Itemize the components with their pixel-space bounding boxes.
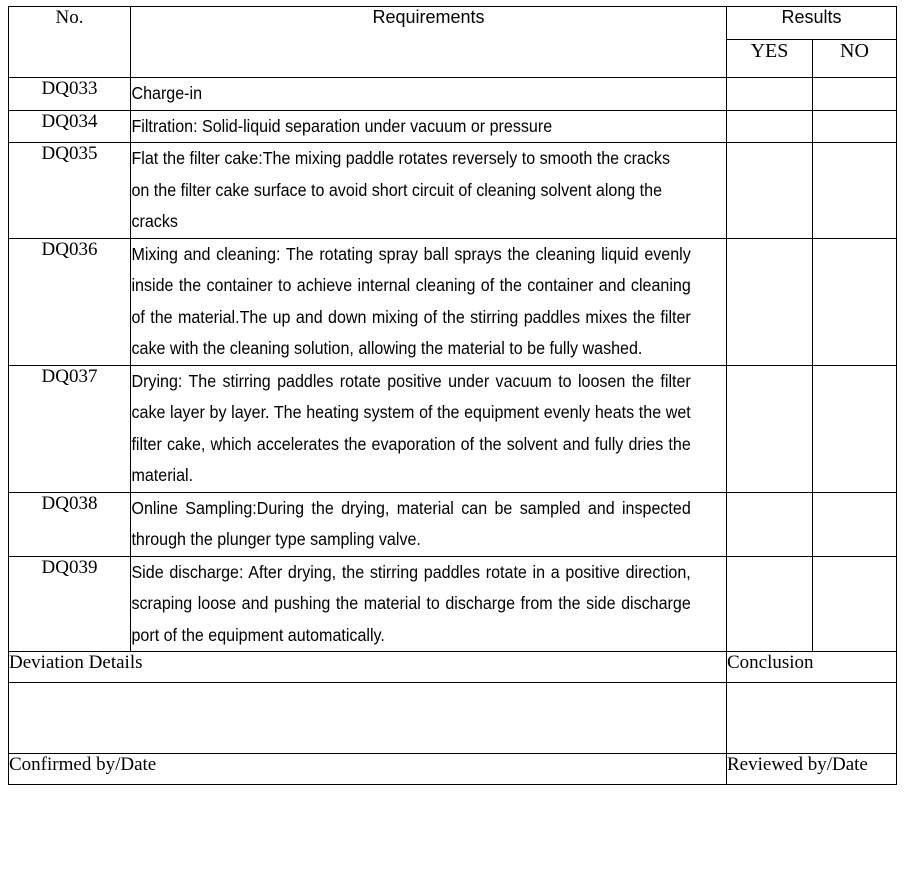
row-number-cell: DQ033 bbox=[9, 78, 131, 111]
requirement-cell: Online Sampling:During the drying, material can be sampled and inspected through the plunger type sampling valve. bbox=[131, 492, 691, 556]
table-row bbox=[9, 143, 897, 239]
result-yes-cell[interactable] bbox=[727, 492, 813, 556]
result-no-cell[interactable] bbox=[813, 365, 897, 492]
result-no-cell[interactable] bbox=[813, 143, 897, 239]
footer-signature-row bbox=[9, 754, 897, 785]
requirement-cell: Drying: The stirring paddles rotate positive under vacuum to loosen the filter cake layer by layer. The heating system of the equipment evenly heats the wet filter cake, which accelerates the evaporation of the solvent and fully dries the material. bbox=[131, 365, 691, 492]
header-result-yes: YES bbox=[727, 40, 813, 78]
deviation-details-label: Deviation Details bbox=[9, 652, 727, 683]
row-number-cell: DQ039 bbox=[9, 556, 131, 652]
conclusion-value[interactable] bbox=[727, 683, 897, 754]
deviation-details-value[interactable] bbox=[9, 683, 727, 754]
result-yes-cell[interactable] bbox=[727, 78, 813, 111]
requirement-cell: Filtration: Solid-liquid separation under vacuum or pressure bbox=[131, 110, 691, 143]
row-number-cell: DQ038 bbox=[9, 492, 131, 556]
confirmed-by-label: Confirmed by/Date bbox=[9, 754, 727, 785]
row-number-cell: DQ036 bbox=[9, 238, 131, 365]
row-number-cell: DQ037 bbox=[9, 365, 131, 492]
table-row bbox=[9, 238, 897, 365]
result-no-cell[interactable] bbox=[813, 238, 897, 365]
result-yes-cell[interactable] bbox=[727, 143, 813, 239]
requirement-cell: Flat the filter cake:The mixing paddle rotates reversely to smooth the cracks on the filter cake surface to avoid short circuit of cleaning solvent along the cracks bbox=[131, 143, 691, 239]
requirement-cell: Charge-in bbox=[131, 78, 691, 111]
requirement-cell: Side discharge: After drying, the stirring paddles rotate in a positive direction, scraping loose and pushing the material to discharge from the side discharge port of the equipment automatically. bbox=[131, 556, 691, 652]
row-number-cell: DQ034 bbox=[9, 110, 131, 143]
table-row bbox=[9, 110, 897, 143]
result-no-cell[interactable] bbox=[813, 556, 897, 652]
result-no-cell[interactable] bbox=[813, 492, 897, 556]
footer-header-row bbox=[9, 652, 897, 683]
table-header-row-1 bbox=[9, 7, 897, 40]
header-results: Results bbox=[727, 7, 897, 40]
row-number-cell: DQ035 bbox=[9, 143, 131, 239]
conclusion-label: Conclusion bbox=[727, 652, 897, 683]
result-yes-cell[interactable] bbox=[727, 238, 813, 365]
result-yes-cell[interactable] bbox=[727, 110, 813, 143]
header-requirements: Requirements bbox=[131, 7, 727, 78]
table-row bbox=[9, 78, 897, 111]
header-result-no: NO bbox=[813, 40, 897, 78]
qualification-requirements-table bbox=[8, 6, 897, 785]
table-row bbox=[9, 556, 897, 652]
requirement-cell: Mixing and cleaning: The rotating spray ball sprays the cleaning liquid evenly inside the container to achieve internal cleaning of the container and cleaning of the material.The up and down mixing of the stirring paddles mixes the filter cake with the cleaning solution, allowing the material to be fully washed. bbox=[131, 238, 691, 365]
footer-value-row bbox=[9, 683, 897, 754]
table-row bbox=[9, 492, 897, 556]
reviewed-by-label: Reviewed by/Date bbox=[727, 754, 897, 785]
result-no-cell[interactable] bbox=[813, 110, 897, 143]
table-row bbox=[9, 365, 897, 492]
result-yes-cell[interactable] bbox=[727, 365, 813, 492]
header-no: No. bbox=[9, 7, 131, 78]
result-yes-cell[interactable] bbox=[727, 556, 813, 652]
result-no-cell[interactable] bbox=[813, 78, 897, 111]
